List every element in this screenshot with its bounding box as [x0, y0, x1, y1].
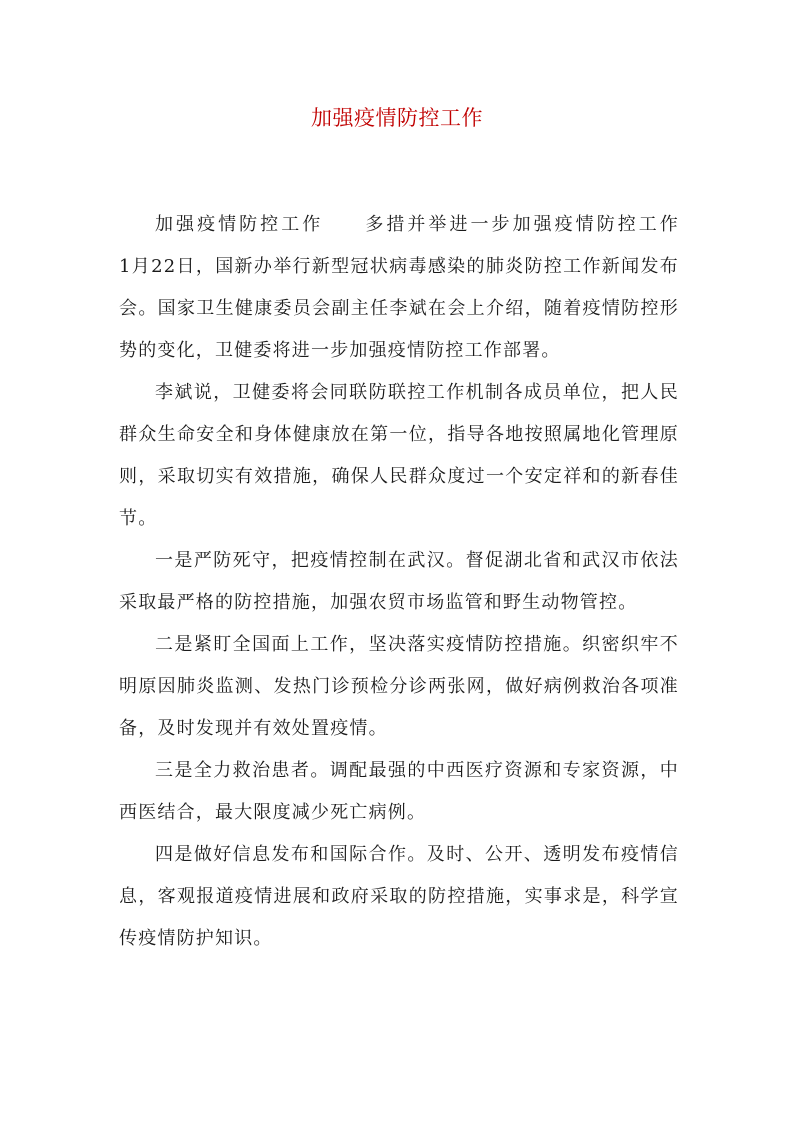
- document-body: [119, 204, 718, 960]
- paragraph-intro: 加强疫情防控工作 多措并举进一步加强疫情防控工作 1月22日，国新办举行新型冠状病毒感染的肺炎防控工作新闻发布会。国家卫生健康委员会副主任李斌在会上介绍，随着疫情防控形势的变化，卫健委将进一步加强疫情防控工作部署。: [119, 214, 718, 361]
- paragraph-measure-four: 四是做好信息发布和国际合作。及时、公开、透明发布疫情信息，客观报道疫情进展和政府采取的防控措施，实事求是，科学宣传疫情防护知识。: [119, 844, 679, 949]
- paragraph-measure-three: 三是全力救治患者。调配最强的中西医疗资源和专家资源，中西医结合，最大限度减少死亡病例。: [119, 760, 679, 823]
- paragraph-measure-one: 一是严防死守，把疫情控制在武汉。督促湖北省和武汉市依法采取最严格的防控措施，加强农贸市场监管和野生动物管控。: [119, 550, 679, 613]
- paragraph-measure-two: 二是紧盯全国面上工作，坚决落实疫情防控措施。织密织牢不明原因肺炎监测、发热门诊预检分诊两张网，做好病例救治各项准备，及时发现并有效处置疫情。: [119, 634, 679, 739]
- paragraph-li-bin-statement: 李斌说，卫健委将会同联防联控工作机制各成员单位，把人民群众生命安全和身体健康放在第一位，指导各地按照属地化管理原则，采取切实有效措施，确保人民群众度过一个安定祥和的新春佳节。: [119, 382, 679, 529]
- document-title: 加强疫情防控工作: [311, 106, 483, 130]
